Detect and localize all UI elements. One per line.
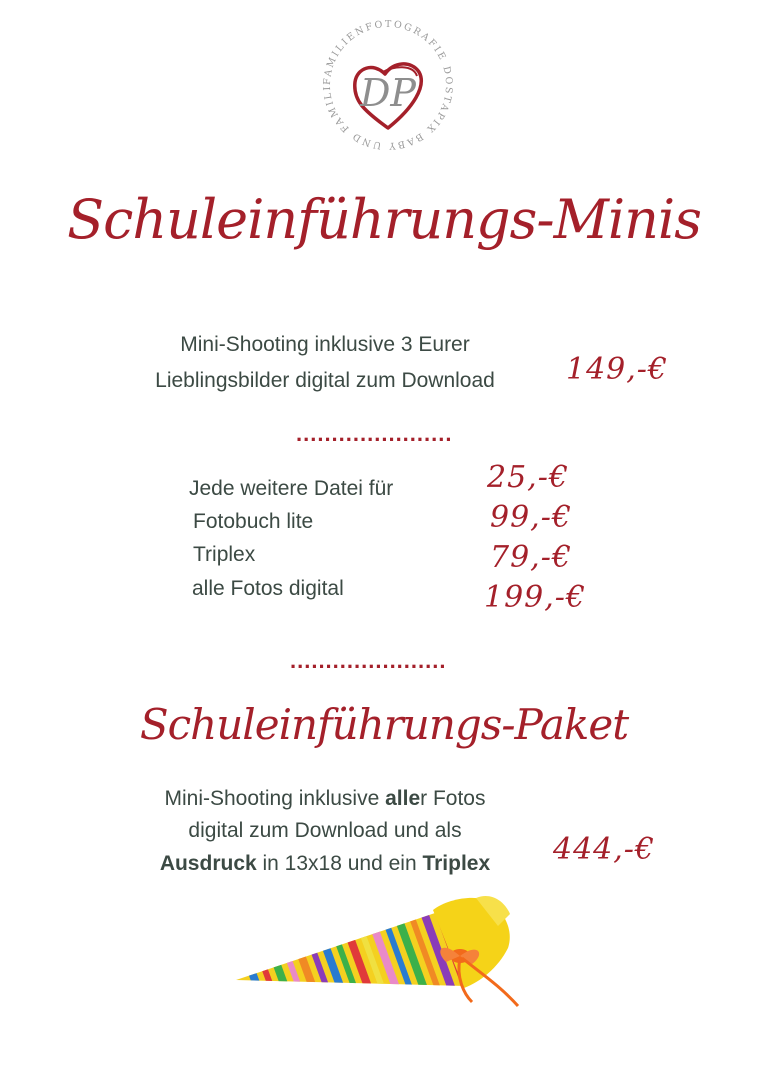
logo-ring-text: FAMILIENFOTOGRAFIE DOSTAPIX BABY UND FAMILI [321, 18, 455, 152]
extra-price-4: 199,-€ [484, 580, 587, 615]
offer-line-1: Mini-Shooting inklusive 3 Eurer [180, 333, 470, 356]
package-price: 444,-€ [553, 832, 656, 867]
offer-line-2: Lieblingsbilder digital zum Download [155, 369, 495, 392]
extra-label-3: Triplex [193, 543, 256, 566]
package-line-1: Mini-Shooting inklusive aller Fotos [164, 787, 486, 810]
extra-label-4: alle Fotos digital [192, 577, 344, 600]
section-title: Schuleinführungs-Paket [139, 700, 629, 749]
extra-label-2: Fotobuch lite [193, 510, 314, 533]
logo-badge [313, 10, 463, 160]
extra-price-3: 79,-€ [490, 540, 572, 575]
offer-price: 149,-€ [566, 352, 669, 387]
package-line-2: digital zum Download und als [188, 819, 462, 842]
logo-monogram: DP [359, 71, 417, 115]
divider: ...................... [290, 648, 447, 673]
extra-price-1: 25,-€ [487, 460, 569, 495]
extra-label-1: Jede weitere Datei für [189, 477, 394, 500]
page-title: Schuleinführungs-Minis [67, 188, 701, 251]
logo [313, 10, 463, 160]
extra-price-2: 99,-€ [490, 500, 572, 535]
package-line-3: Ausdruck in 13x18 und ein Triplex [159, 852, 491, 875]
school-cone-image [228, 890, 528, 1020]
divider: ...................... [296, 421, 453, 446]
